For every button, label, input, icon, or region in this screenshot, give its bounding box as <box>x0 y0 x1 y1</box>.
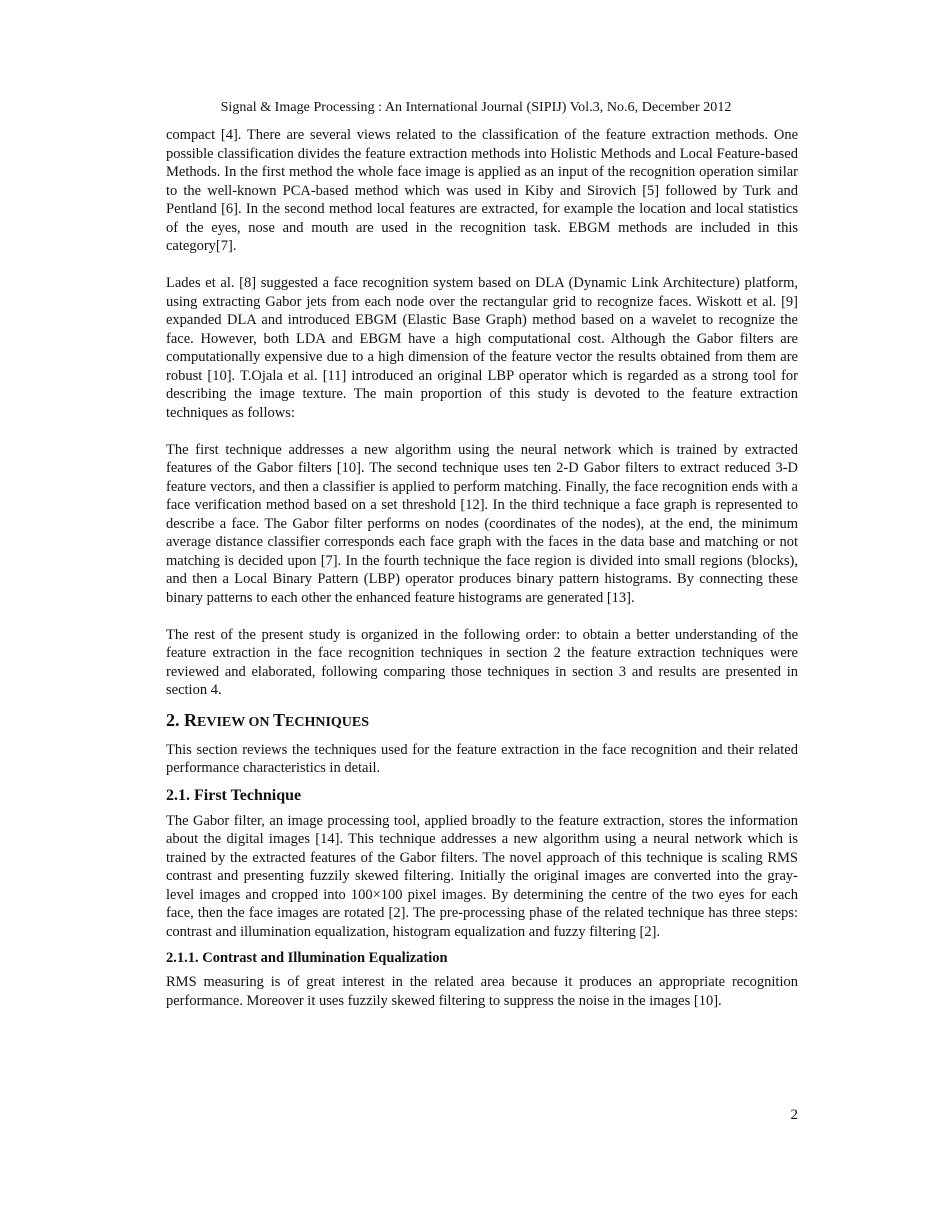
subsection-heading-first-technique: 2.1. First Technique <box>166 786 302 804</box>
section-number: 2. <box>166 709 184 730</box>
section-heading-review <box>166 709 798 734</box>
paragraph-techniques-overview: The first technique addresses a new algorithm using the neural network which is trained by extracted features of the Gabor filters [10]. The second technique uses ten 2-D Gabor filters to extract reduced 3-D feature vectors, and then a classifier is applied to perform matching. Finally, the face recognition ends with a face verification method based on a set threshold [12]. In the third technique a face graph is represented to describe a face. The Gabor filter performs on nodes (coordinates of the nodes), at the end, the minimum average distance classifier corresponds each face graph with the faces in the data base and matching or not matching is decided upon [7]. In the fourth technique the face region is divided into small regions (blocks), and then a Local Binary Pattern (LBP) operator produces binary pattern histograms. By connecting these binary patterns to each other the enhanced feature histograms are generated [13]. <box>166 441 798 606</box>
subsubsection-heading-contrast: 2.1.1. Contrast and Illumination Equalization <box>166 950 448 966</box>
running-header: Signal & Image Processing : An International Journal (SIPIJ) Vol.3, No.6, December 2012 <box>220 100 732 115</box>
section-title-t-cap: T <box>272 709 285 730</box>
paragraph-intro-classification: compact [4]. There are several views related to the classification of the feature extraction methods. One possible classification divides the feature extraction methods into Holistic Methods and Local Feature-based Methods. In the first method the whole face image is applied as an input of the recognition operation similar to the well-known PCA-based method which was used in Kiby and Sirovich [5] followed by Turk and Pentland [6]. In the second method local features are extracted, for example the location and local statistics of the eyes, nose and mouth are used in the recognition task. EBGM methods are included in this category[7]. <box>166 127 798 254</box>
page-body <box>166 126 798 1010</box>
paragraph-section-intro: This section reviews the techniques used for the feature extraction in the face recognition and their related performance characteristics in detail. <box>166 741 798 776</box>
paragraph-rms-measuring: RMS measuring is of great interest in the related area because it produces an appropriate recognition performance. Moreover it uses fuzzily skewed filtering to suppress the noise in the images [10]. <box>166 974 798 1009</box>
section-title-r-cap: R <box>184 709 197 730</box>
section-title-r-rest: EVIEW ON <box>197 714 273 730</box>
paragraph-first-technique: The Gabor filter, an image processing tool, applied broadly to the feature extraction, stores the information about the digital images [14]. This technique addresses a new algorithm using a neural network which is trained by the extracted features of the Gabor filters. The novel approach of this technique is scaling RMS contrast and presenting fuzzily skewed filtering. Initially the original images are converted into the gray-level images and cropped into 100×100 pixel images. By determining the centre of the two eyes for each face, then the face images are rotated [2]. The pre-processing phase of the related technique has three steps: contrast and illumination equalization, histogram equalization and fuzzy filtering [2]. <box>166 812 798 940</box>
page-number: 2 <box>790 1107 798 1123</box>
paragraph-paper-organization: The rest of the present study is organized in the following order: to obtain a better understanding of the feature extraction in the face recognition techniques in section 2 the feature extraction techniques were reviewed and elaborated, following comparing those techniques in section 3 and results are presented in section 4. <box>166 626 798 698</box>
section-title-t-rest: ECHNIQUES <box>285 714 370 730</box>
paragraph-related-work: Lades et al. [8] suggested a face recognition system based on DLA (Dynamic Link Architecture) platform, using extracting Gabor jets from each node over the rectangular grid to recognize faces. Wiskott et al. [9] expanded DLA and introduced EBGM (Elastic Base Graph) method based on a wavelet to recognize the face. However, both LDA and EBGM have a high computational cost. Although the Gabor filters are computationally expensive due to a high dimension of the feature vector the results obtained from them are robust [10]. T.Ojala et al. [11] introduced an original LBP operator which is regarded as a strong tool for describing the image texture. The main proportion of this study is devoted to the feature extraction techniques as follows: <box>166 275 798 421</box>
